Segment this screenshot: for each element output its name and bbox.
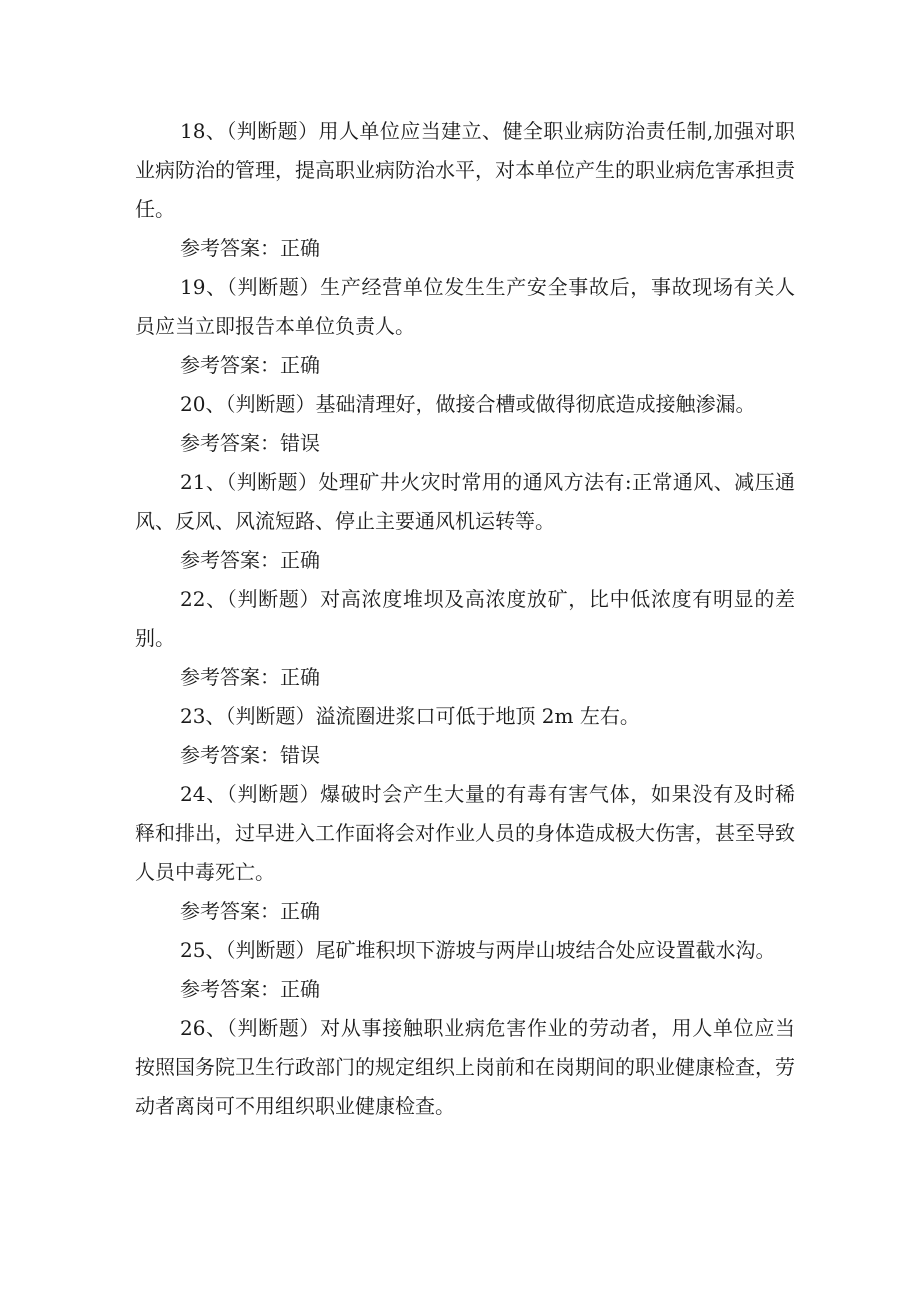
question-25: 25、（判断题）尾矿堆积坝下游坡与两岸山坡结合处应设置截水沟。 xyxy=(180,938,776,962)
document-page xyxy=(135,112,795,1126)
answer-21: 参考答案：正确 xyxy=(180,548,320,572)
answer-20: 参考答案：错误 xyxy=(180,431,320,455)
answer-19: 参考答案：正确 xyxy=(180,353,320,377)
question-24: 24、（判断题）爆破时会产生大量的有毒有害气体，如果没有及时稀释和排出，过早进入工作面将会对作业人员的身体造成极大伤害，甚至导致人员中毒死亡。 xyxy=(135,782,795,884)
question-19: 19、（判断题）生产经营单位发生生产安全事故后，事故现场有关人员应当立即报告本单位负责人。 xyxy=(135,275,795,338)
answer-22: 参考答案：正确 xyxy=(180,665,320,689)
question-26: 26、（判断题）对从事接触职业病危害作业的劳动者，用人单位应当按照国务院卫生行政部门的规定组织上岗前和在岗期间的职业健康检查，劳动者离岗可不用组织职业健康检查。 xyxy=(135,1016,795,1118)
question-20: 20、（判断题）基础清理好，做接合槽或做得彻底造成接触渗漏。 xyxy=(180,392,756,416)
question-21: 21、（判断题）处理矿井火灾时常用的通风方法有:正常通风、减压通风、反风、风流短路、停止主要通风机运转等。 xyxy=(135,470,795,533)
answer-24: 参考答案：正确 xyxy=(180,899,320,923)
question-22: 22、（判断题）对高浓度堆坝及高浓度放矿，比中低浓度有明显的差别。 xyxy=(135,587,795,650)
question-23: 23、（判断题）溢流圈进浆口可低于地顶 2m 左右。 xyxy=(180,704,640,728)
answer-18: 参考答案：正确 xyxy=(180,236,320,260)
answer-23: 参考答案：错误 xyxy=(180,743,320,767)
question-18: 18、（判断题）用人单位应当建立、健全职业病防治责任制,加强对职业病防治的管理，提高职业病防治水平，对本单位产生的职业病危害承担责任。 xyxy=(135,119,795,221)
answer-25: 参考答案：正确 xyxy=(180,977,320,1001)
